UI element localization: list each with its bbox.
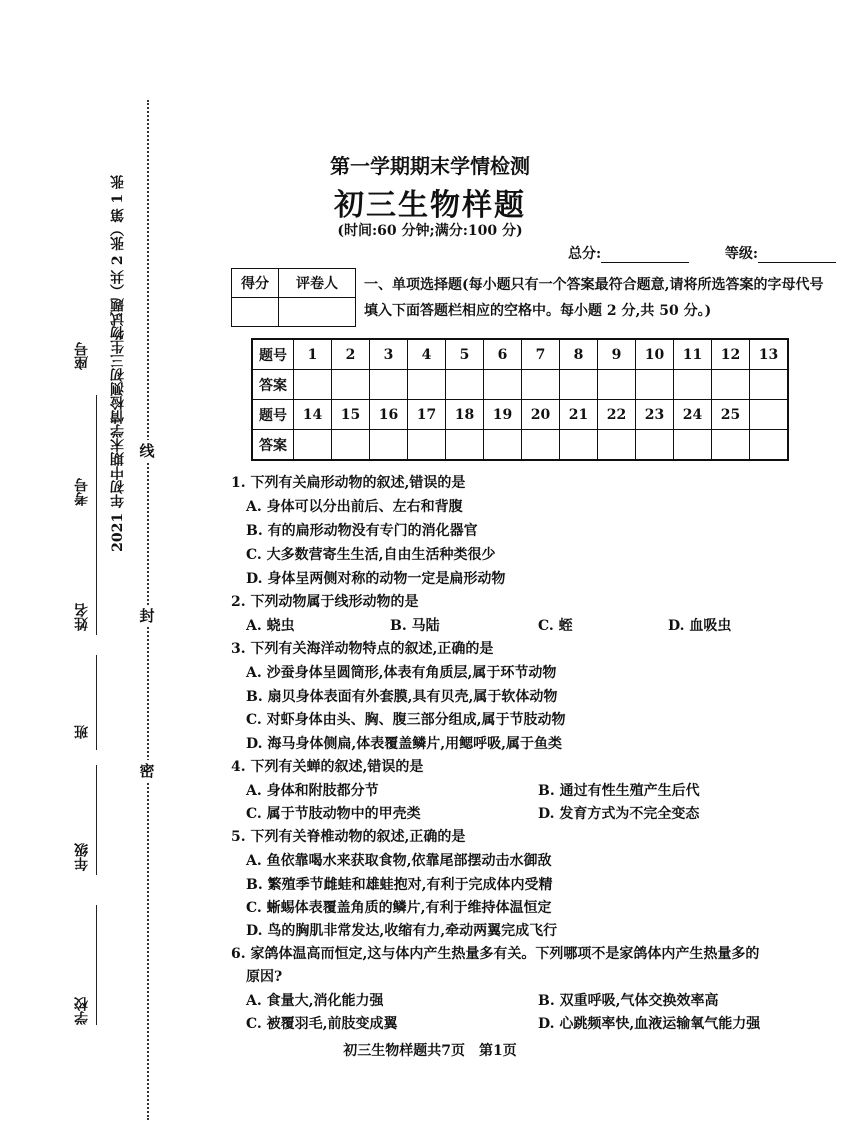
- answer-cell[interactable]: [332, 430, 370, 461]
- field-line-exam-number[interactable]: [96, 395, 97, 505]
- option-6d: D. 心跳频率快,血液运输氧气能力强: [538, 1016, 761, 1032]
- field-line-class[interactable]: [96, 655, 97, 750]
- question-number: 10: [636, 339, 674, 370]
- question-number: 1: [294, 339, 332, 370]
- option-3b: B. 扇贝身体表面有外套膜,具有贝壳,属于软体动物: [246, 689, 558, 705]
- seal-char-xian: 线: [136, 440, 158, 462]
- question-number: 17: [408, 400, 446, 430]
- question-number: 15: [332, 400, 370, 430]
- answer-cell[interactable]: [560, 430, 598, 461]
- question-stem-5: 5. 下列有关脊椎动物的叙述,正确的是: [231, 829, 466, 845]
- option-3a: A. 沙蚕身体呈圆筒形,体表有角质层,属于环节动物: [246, 665, 557, 681]
- answer-cell[interactable]: [712, 430, 750, 461]
- answer-cell[interactable]: [636, 370, 674, 400]
- answer-header: 答案: [252, 370, 294, 400]
- answer-grid-row: [252, 430, 788, 461]
- subject-title: 初三生物样题: [334, 188, 526, 223]
- option-2a: A. 蛲虫: [246, 618, 295, 634]
- score-box: [231, 268, 356, 327]
- question-number: 24: [674, 400, 712, 430]
- option-5c: C. 蜥蜴体表覆盖角质的鳞片,有利于维持体温恒定: [246, 900, 552, 916]
- option-3c: C. 对虾身体由头、胸、腹三部分组成,属于节肢动物: [246, 712, 566, 728]
- question-number: 25: [712, 400, 750, 430]
- question-number: 2: [332, 339, 370, 370]
- answer-grid-row: [252, 370, 788, 400]
- seal-char-feng: 封: [136, 605, 158, 627]
- field-label-class: 班: [74, 725, 90, 739]
- answer-grid-row: [252, 400, 788, 430]
- question-number-header: 题号: [252, 400, 294, 430]
- question-number: 4: [408, 339, 446, 370]
- answer-cell[interactable]: [294, 430, 332, 461]
- section-heading: 一、单项选择题(每小题只有一个答案最符合题意,请将所选答案的字母代号填入下面答题栏相应的空格中。每小题 2 分,共 50 分。): [364, 277, 824, 319]
- field-label-name: 姓名: [74, 603, 90, 631]
- option-4b: B. 通过有性生殖产生后代: [538, 783, 700, 799]
- option-1a: A. 身体可以分出前后、左右和背腹: [246, 499, 463, 515]
- answer-cell[interactable]: [484, 430, 522, 461]
- question-number: [750, 400, 789, 430]
- exam-binding-label: 2021 年初中期末学情检测初三生物试题（共 2 张）第 1 张: [110, 175, 126, 552]
- field-label-school: 学校: [74, 997, 90, 1025]
- field-line-name[interactable]: [96, 505, 97, 635]
- answer-cell[interactable]: [408, 370, 446, 400]
- question-number: 20: [522, 400, 560, 430]
- option-4a: A. 身体和附肢都分节: [246, 783, 379, 799]
- field-line-grade[interactable]: [96, 765, 97, 875]
- question-stem-1: 1. 下列有关扁形动物的叙述,错误的是: [231, 475, 466, 491]
- field-label-seat: 座号: [74, 342, 90, 370]
- answer-cell[interactable]: [636, 430, 674, 461]
- question-number: 22: [598, 400, 636, 430]
- answer-cell[interactable]: [294, 370, 332, 400]
- answer-header: 答案: [252, 430, 294, 461]
- question-stem-6: 6. 家鸽体温高而恒定,这与体内产生热量多有关。下列哪项不是家鸽体内产生热量多的: [231, 946, 760, 962]
- answer-cell[interactable]: [560, 370, 598, 400]
- answer-cell[interactable]: [598, 370, 636, 400]
- option-2d: D. 血吸虫: [668, 618, 732, 634]
- total-score-field[interactable]: [601, 248, 689, 263]
- option-1d: D. 身体呈两侧对称的动物一定是扁形动物: [246, 571, 506, 587]
- answer-cell[interactable]: [370, 370, 408, 400]
- question-number: 19: [484, 400, 522, 430]
- option-6b: B. 双重呼吸,气体交换效率高: [538, 993, 719, 1009]
- answer-cell[interactable]: [446, 430, 484, 461]
- question-number: 23: [636, 400, 674, 430]
- answer-cell[interactable]: [522, 430, 560, 461]
- answer-cell[interactable]: [522, 370, 560, 400]
- question-number: 5: [446, 339, 484, 370]
- option-3d: D. 海马身体侧扁,体表覆盖鳞片,用鳃呼吸,属于鱼类: [246, 736, 563, 752]
- question-number: 7: [522, 339, 560, 370]
- answer-cell[interactable]: [370, 430, 408, 461]
- question-number-header: 题号: [252, 339, 294, 370]
- total-score-label: 总分:: [568, 246, 602, 262]
- answer-cell[interactable]: [598, 430, 636, 461]
- question-stem-4: 4. 下列有关蝉的叙述,错误的是: [231, 759, 424, 775]
- exam-title: 第一学期期末学情检测: [330, 154, 530, 178]
- option-1b: B. 有的扁形动物没有专门的消化器官: [246, 523, 478, 539]
- answer-cell[interactable]: [484, 370, 522, 400]
- totals-row: [568, 243, 836, 263]
- seal-char-mi: 密: [136, 760, 158, 782]
- grader-label: 评卷人: [279, 269, 356, 298]
- question-stem-6-cont: 原因?: [246, 969, 283, 985]
- option-1c: C. 大多数营寄生生活,自由生活种类很少: [246, 547, 496, 563]
- option-4d: D. 发育方式为不完全变态: [538, 806, 700, 822]
- field-label-grade: 年级: [74, 843, 90, 871]
- answer-cell[interactable]: [674, 370, 712, 400]
- question-number: 21: [560, 400, 598, 430]
- answer-grid: [251, 338, 789, 461]
- question-stem-3: 3. 下列有关海洋动物特点的叙述,正确的是: [231, 641, 494, 657]
- answer-cell[interactable]: [712, 370, 750, 400]
- page-footer: 初三生物样题共7页 第1页: [343, 1043, 517, 1059]
- option-5b: B. 繁殖季节雌蛙和雄蛙抱对,有利于完成体内受精: [246, 877, 553, 893]
- option-2b: B. 马陆: [390, 618, 440, 634]
- answer-cell[interactable]: [408, 430, 446, 461]
- question-number: 3: [370, 339, 408, 370]
- question-stem-2: 2. 下列动物属于线形动物的是: [231, 594, 419, 610]
- question-number: 6: [484, 339, 522, 370]
- option-6a: A. 食量大,消化能力强: [246, 993, 384, 1009]
- score-cell[interactable]: [232, 298, 279, 327]
- field-label-exam-number: 考号: [74, 478, 90, 506]
- answer-cell[interactable]: [750, 370, 789, 400]
- option-2c: C. 蛭: [538, 618, 573, 634]
- question-number: 14: [294, 400, 332, 430]
- field-line-school[interactable]: [96, 905, 97, 1025]
- grader-cell[interactable]: [279, 298, 356, 327]
- grade-field[interactable]: [758, 248, 836, 263]
- answer-cell[interactable]: [674, 430, 712, 461]
- score-label: 得分: [232, 269, 279, 298]
- grade-label: 等级:: [724, 246, 759, 262]
- question-number: 12: [712, 339, 750, 370]
- question-number: 16: [370, 400, 408, 430]
- option-5d: D. 鸟的胸肌非常发达,收缩有力,牵动两翼完成飞行: [246, 923, 558, 939]
- question-number: 8: [560, 339, 598, 370]
- question-number: 11: [674, 339, 712, 370]
- option-6c: C. 被覆羽毛,前肢变成翼: [246, 1016, 398, 1032]
- option-5a: A. 鱼依靠喝水来获取食物,依靠尾部摆动击水御敌: [246, 853, 552, 869]
- answer-cell[interactable]: [446, 370, 484, 400]
- question-number: 18: [446, 400, 484, 430]
- question-number: 13: [750, 339, 789, 370]
- answer-cell[interactable]: [332, 370, 370, 400]
- option-4c: C. 属于节肢动物中的甲壳类: [246, 806, 421, 822]
- answer-cell[interactable]: [750, 430, 789, 461]
- answer-grid-row: [252, 339, 788, 370]
- exam-info: (时间:60 分钟;满分:100 分): [337, 223, 523, 239]
- question-number: 9: [598, 339, 636, 370]
